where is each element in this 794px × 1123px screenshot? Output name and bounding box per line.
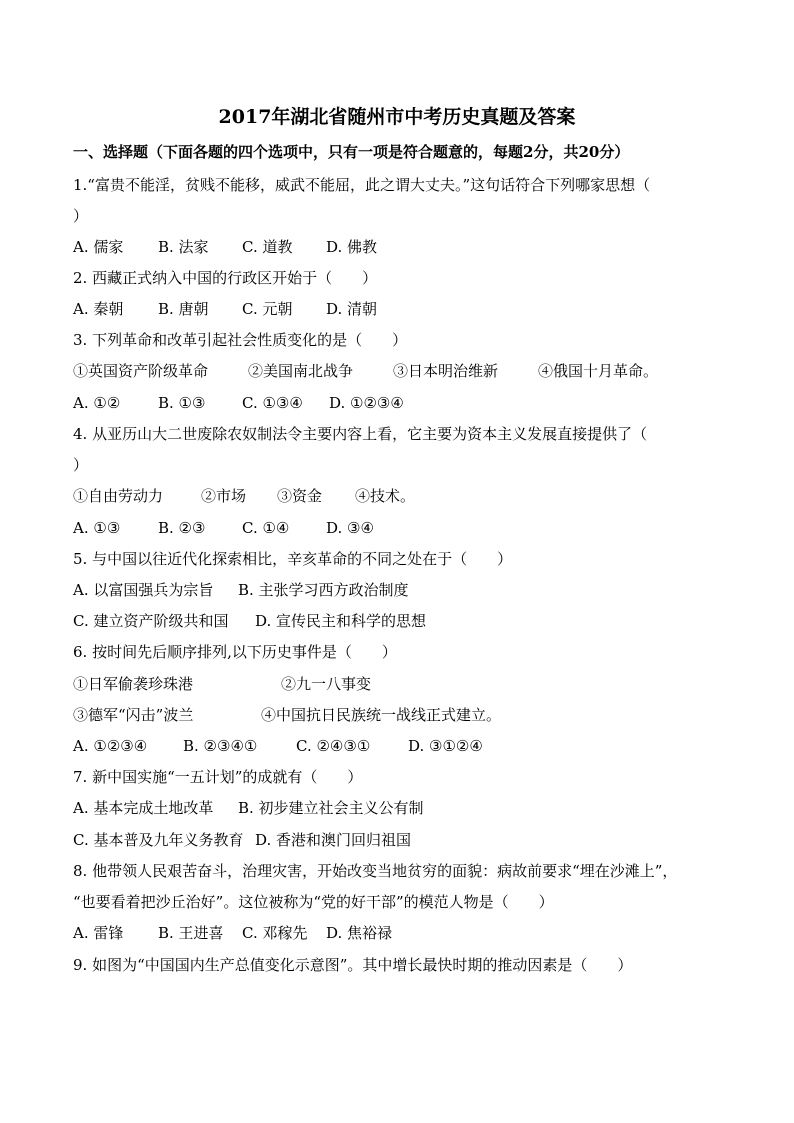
option-c[interactable]: C. 基本普及九年义务教育 (73, 831, 244, 849)
question-8-stem-continued: “也要看着把沙丘治好”。这位被称为“党的好干部”的模范人物是（ ） (73, 893, 554, 911)
option-a[interactable]: A. 基本完成土地改革 (73, 799, 214, 817)
page-title: 2017年湖北省随州市中考历史真题及答案 (218, 106, 576, 128)
option-d[interactable]: D. ③④ (326, 519, 374, 537)
option-c[interactable]: C. 道教 (242, 238, 293, 256)
option-b[interactable]: B. ①③ (158, 394, 206, 412)
option-a[interactable]: A. 儒家 (73, 238, 124, 256)
option-d[interactable]: D. 焦裕禄 (326, 924, 393, 942)
question-4-items (73, 485, 415, 507)
question-8-options (73, 922, 392, 944)
question-3-items (73, 360, 658, 382)
question-5-stem: 5. 与中国以往近代化探索相比，辛亥革命的不同之处在于（ ） (73, 550, 513, 568)
option-b[interactable]: B. 唐朝 (158, 300, 209, 318)
question-2-options (73, 298, 377, 320)
option-c[interactable]: C. ②④③① (296, 737, 371, 755)
statement-item: ②市场 (201, 487, 247, 505)
statement-item: ②美国南北战争 (248, 362, 354, 380)
option-d[interactable]: D. 清朝 (326, 300, 378, 318)
statement-item: ④中国抗日民族统一战线正式建立。 (261, 706, 502, 724)
option-b[interactable]: B. 王进喜 (158, 924, 224, 942)
statement-item: ③资金 (277, 487, 323, 505)
question-4-options (73, 517, 374, 539)
question-4-stem: 4. 从亚历山大二世废除农奴制法令主要内容上看，它主要为资本主义发展直接提供了（ (73, 425, 648, 443)
statement-item: ④技术。 (355, 487, 416, 505)
question-5-options-row-2 (73, 610, 426, 632)
option-b[interactable]: B. ②③ (158, 519, 206, 537)
statement-item: ①自由劳动力 (73, 487, 164, 505)
question-1-stem: 1.“富贵不能淫，贫贱不能移，威武不能屈，此之谓大丈夫。”这句话符合下列哪家思想（ (73, 176, 651, 194)
option-a[interactable]: A. ①②③④ (73, 737, 148, 755)
statement-item: ①日军偷袭珍珠港 (73, 675, 194, 693)
question-4-stem-continued: ） (73, 456, 89, 474)
option-a[interactable]: A. ①② (73, 394, 121, 412)
question-1-stem-continued: ） (73, 207, 89, 225)
option-d[interactable]: D. ③①②④ (408, 737, 483, 755)
question-7-stem: 7. 新中国实施“一五计划”的成就有（ ） (73, 768, 363, 786)
option-b[interactable]: B. 主张学习西方政治制度 (238, 581, 409, 599)
option-b[interactable]: B. 初步建立社会主义公有制 (238, 799, 424, 817)
section-heading: 一、选择题（下面各题的四个选项中，只有一项是符合题意的，每题2分，共20分） (73, 143, 630, 161)
statement-item: ③德军“闪击”波兰 (73, 706, 194, 724)
question-5-options-row-1 (73, 579, 409, 601)
option-c[interactable]: C. 元朝 (242, 300, 293, 318)
statement-item: ①英国资产阶级革命 (73, 362, 209, 380)
option-a[interactable]: A. 以富国强兵为宗旨 (73, 581, 214, 599)
option-d[interactable]: D. 香港和澳门回归祖国 (255, 831, 412, 849)
option-c[interactable]: C. ①④ (242, 519, 290, 537)
question-3-stem: 3. 下列革命和改革引起社会性质变化的是（ ） (73, 331, 408, 349)
statement-item: ③日本明治维新 (393, 362, 499, 380)
option-a[interactable]: A. 雷锋 (73, 924, 124, 942)
option-c[interactable]: C. 建立资产阶级共和国 (73, 612, 229, 630)
question-6-options (73, 735, 483, 757)
question-6-items-row-1 (73, 673, 371, 695)
question-6-items-row-2 (73, 704, 501, 726)
question-2-stem: 2. 西藏正式纳入中国的行政区开始于（ ） (73, 269, 378, 287)
question-1-options (73, 236, 377, 258)
question-9-stem: 9. 如图为“中国国内生产总值变化示意图”。其中增长最快时期的推动因素是（ ） (73, 956, 633, 974)
option-d[interactable]: D. 佛教 (326, 238, 378, 256)
question-3-options (73, 392, 404, 414)
question-6-stem: 6. 按时间先后顺序排列,以下历史事件是（ ） (73, 643, 397, 661)
option-b[interactable]: B. ②③④① (183, 737, 258, 755)
option-c[interactable]: C. 邓稼先 (242, 924, 308, 942)
option-a[interactable]: A. ①③ (73, 519, 121, 537)
option-d[interactable]: D. 宣传民主和科学的思想 (255, 612, 427, 630)
option-d[interactable]: D. ①②③④ (329, 394, 404, 412)
question-7-options-row-1 (73, 797, 424, 819)
statement-item: ②九一八事变 (281, 675, 372, 693)
question-7-options-row-2 (73, 829, 411, 851)
option-c[interactable]: C. ①③④ (242, 394, 303, 412)
option-b[interactable]: B. 法家 (158, 238, 209, 256)
statement-item: ④俄国十月革命。 (538, 362, 659, 380)
option-a[interactable]: A. 秦朝 (73, 300, 124, 318)
question-8-stem: 8. 他带领人民艰苦奋斗，治理灾害，开始改变当地贫穷的面貌：病故前要求“埋在沙滩上”， (73, 862, 678, 880)
